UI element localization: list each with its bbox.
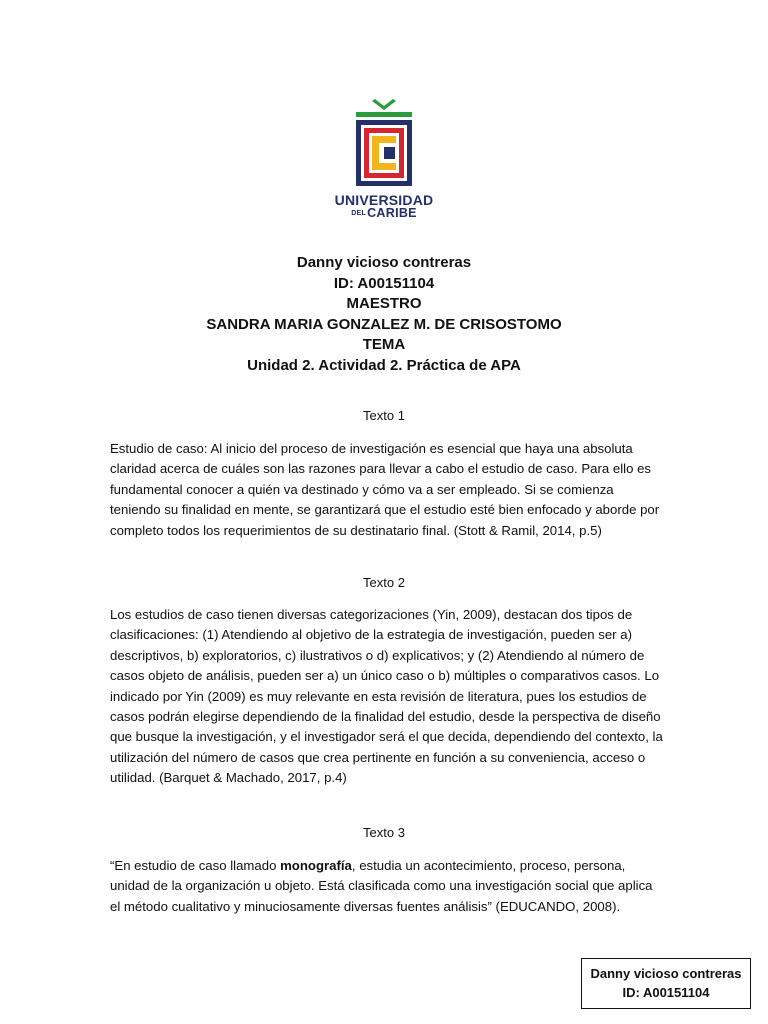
footer-student-name: Danny vicioso contreras [590,966,742,981]
texto-3-after: , estudia un acontecimiento, proceso, persona, unidad de la organización u objeto. Está clasificada como una investigación social que aplica el método cualitativo y minuciosamente diversas fuentes análisis” (EDUCANDO, 2008). [110,858,653,914]
university-logo [328,98,440,222]
texto-3-before: “En estudio de caso llamado [110,858,281,873]
university-crest-icon [328,98,440,190]
section-title-texto-3: Texto 3 [363,825,405,840]
teacher-name: SANDRA MARIA GONZALEZ M. DE CRISOSTOMO [206,315,562,333]
cover-header [0,253,768,377]
footer-name-box [581,958,751,1009]
student-id: ID: A00151104 [333,274,435,292]
topic-label: TEMA [362,336,406,354]
student-name: Danny vicioso contreras [296,254,472,271]
texto-3-bold-term: monografía [280,858,352,873]
section-text-texto-3 [110,856,665,917]
logo-name-line2 [328,206,440,220]
footer-student-id: ID: A00151104 [622,985,710,1000]
section-text-texto-2: Los estudios de caso tienen diversas categorizaciones (Yin, 2009), destacan dos tipos de clasificaciones: (1) Atendiendo al objetivo de la estrategia de investigación, pueden ser a) descriptivos, b) exploratorios, c) ilustrativos o d) explicativos; y (2) Atendiendo al número de casos objeto de análisis, pueden ser a) un único caso o b) múltiples o comparativos casos. Lo indicado por Yin (2009) es muy relevante en esta revisión de literatura, pues los estudios de casos podrán elegirse dependiendo de la finalidad del estudio, desde la perspectiva de diseño que busque la investigación, y el investigador será el que decida, dependiendo del contexto, la utilización del número de casos que crea pertinente en función a su conveniencia, acceso o utilidad. (Barquet & Machado, 2017, p.4) [110,607,663,786]
logo-name-caribe: CARIBE [367,206,417,220]
section-title-texto-2: Texto 2 [363,575,405,590]
logo-name-line1: UNIVERSIDAD [334,192,434,208]
teacher-label: MAESTRO [346,295,422,313]
topic-title: Unidad 2. Actividad 2. Práctica de APA [247,356,521,374]
section-text-texto-1: Estudio de caso: Al inicio del proceso de investigación es esencial que haya una absoluta claridad acerca de cuáles son las razones para llevar a cabo el estudio de caso. Para ello es fundamental conocer a quién va destinado y cómo va a ser empleado. Si se comienza teniendo su finalidad en mente, se garantizará que el estudio esté bien enfocado y aborde por completo todos los requerimientos de su destinatario final. (Stott & Ramil, 2014, p.5) [110,441,660,538]
logo-name-del: DEL [351,210,367,217]
section-title-texto-1: Texto 1 [363,408,405,423]
